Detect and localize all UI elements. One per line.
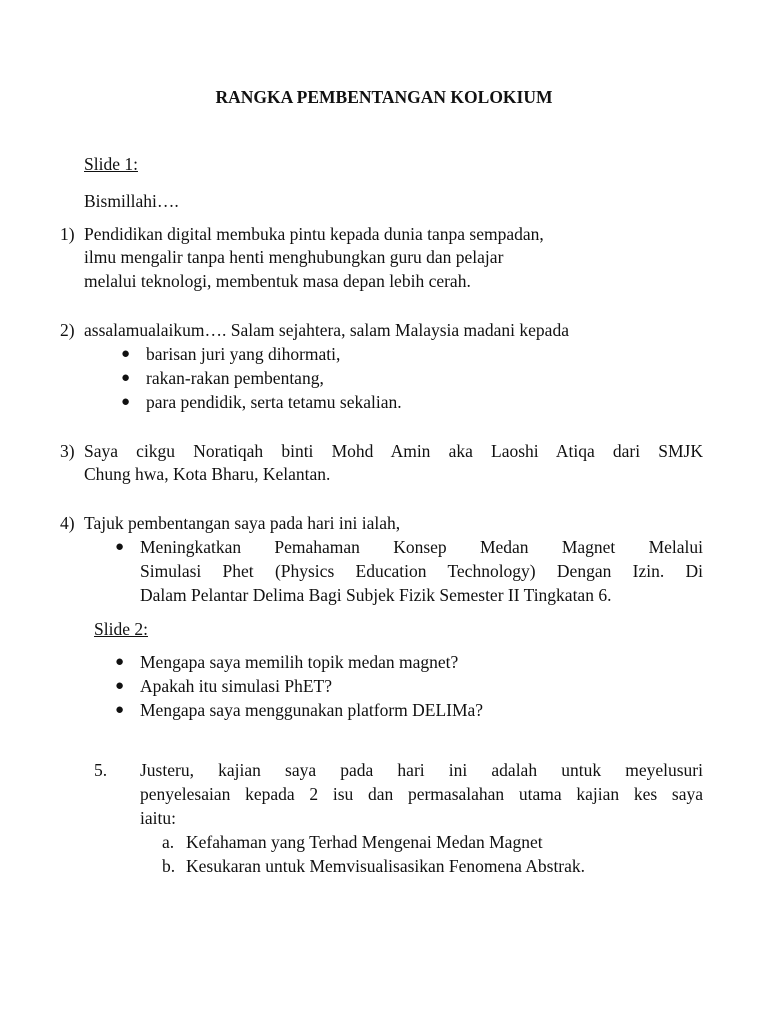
slide2-bullet: Apakah itu simulasi PhET? (140, 676, 332, 696)
item5-line: iaitu: (140, 808, 176, 828)
bullet-icon: ● (115, 654, 125, 670)
document-title: RANGKA PEMBENTANGAN KOLOKIUM (215, 87, 553, 107)
item5-sub-text: Kefahaman yang Terhad Mengenai Medan Magnet (186, 832, 543, 852)
item1-line: Pendidikan digital membuka pintu kepada dunia tanpa sempadan, (84, 224, 544, 244)
item5-sub-label: a. (162, 832, 175, 852)
item5-line: penyelesaian kepada 2 isu dan permasalahan utama kajian kes saya (140, 784, 703, 804)
item5-number: 5. (94, 760, 108, 780)
item1-line: ilmu mengalir tanpa henti menghubungkan guru dan pelajar (84, 247, 504, 267)
item2-bullet: para pendidik, serta tetamu sekalian. (146, 392, 402, 412)
slide1-heading: Slide 1: (84, 154, 138, 174)
item4-bullet-line: Dalam Pelantar Delima Bagi Subjek Fizik Semester II Tingkatan 6. (140, 585, 612, 605)
item5-line: Justeru, kajian saya pada hari ini adalah untuk meyelusuri (140, 760, 703, 780)
item2-bullet: barisan juri yang dihormati, (146, 344, 341, 364)
item5-sub-label: b. (162, 856, 176, 876)
bullet-icon: ● (121, 346, 131, 362)
bullet-icon: ● (121, 394, 131, 410)
bullet-icon: ● (115, 678, 125, 694)
item4-bullet-line: Meningkatkan Pemahaman Konsep Medan Magnet Melalui (140, 537, 703, 557)
item1-line: melalui teknologi, membentuk masa depan lebih cerah. (84, 271, 471, 291)
item3-number: 3) (60, 441, 75, 461)
bullet-icon: ● (115, 539, 125, 555)
item4-text: Tajuk pembentangan saya pada hari ini ialah, (84, 513, 401, 533)
bullet-icon: ● (121, 370, 131, 386)
item2-number: 2) (60, 320, 75, 340)
item1-number: 1) (60, 224, 75, 244)
opening-text: Bismillahi…. (84, 191, 179, 211)
item5-sub-text: Kesukaran untuk Memvisualisasikan Fenomena Abstrak. (186, 856, 586, 876)
item2-bullet: rakan-rakan pembentang, (146, 368, 324, 388)
item4-number: 4) (60, 513, 75, 533)
item3-line: Chung hwa, Kota Bharu, Kelantan. (84, 464, 331, 484)
bullet-icon: ● (115, 702, 125, 718)
slide2-heading: Slide 2: (94, 619, 148, 639)
slide2-bullet: Mengapa saya memilih topik medan magnet? (140, 652, 459, 672)
item4-bullet-line: Simulasi Phet (Physics Education Technology) Dengan Izin. Di (140, 561, 703, 581)
slide2-bullet: Mengapa saya menggunakan platform DELIMa? (140, 700, 484, 720)
item3-line: Saya cikgu Noratiqah binti Mohd Amin aka Laoshi Atiqa dari SMJK (84, 441, 703, 461)
item2-text: assalamualaikum…. Salam sejahtera, salam Malaysia madani kepada (84, 320, 569, 340)
